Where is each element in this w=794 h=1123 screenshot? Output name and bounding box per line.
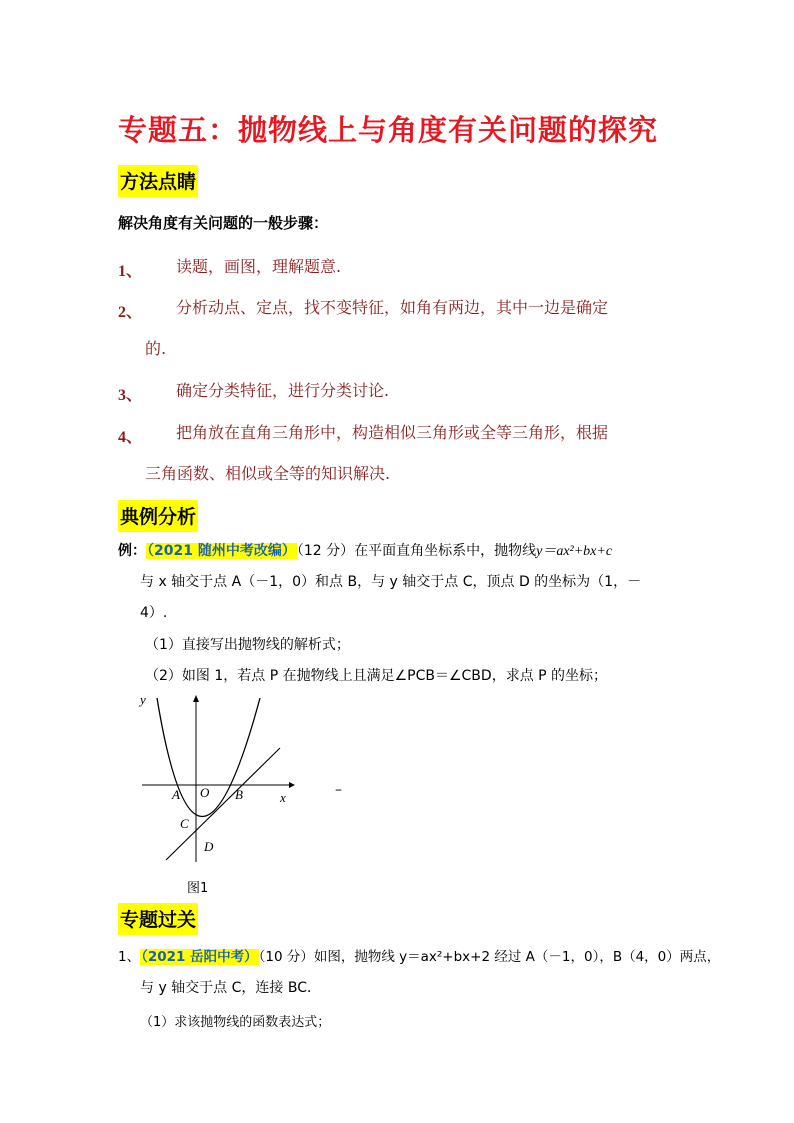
- example-question-2: （2）如图 1，若点 P 在抛物线上且满足∠PCB＝∠CBD，求点 P 的坐标；: [145, 668, 608, 684]
- step-number: 2、: [118, 304, 143, 321]
- figure-caption: 图1: [187, 881, 209, 896]
- example-source: （2021 随州中考改编）: [147, 543, 296, 559]
- y-axis-arrow: [193, 695, 199, 702]
- example-question-1: （1）直接写出抛物线的解析式；: [145, 637, 350, 653]
- example-formula: y＝ax²+bx+c: [536, 544, 613, 559]
- figure-dash: –: [335, 782, 342, 798]
- step-text: 确定分类特征，进行分类讨论.: [176, 381, 390, 400]
- practice-line-2: 与 y 轴交于点 C，连接 BC．: [140, 980, 321, 996]
- step-text: 读题，画图，理解题意.: [176, 257, 342, 276]
- step-number: 1、: [118, 263, 143, 280]
- practice-number: 1、: [118, 949, 141, 965]
- page-title: 专题五：抛物线上与角度有关问题的探究: [118, 113, 659, 147]
- example-line-1: [118, 540, 612, 560]
- practice-source: （2021 岳阳中考）: [141, 949, 258, 965]
- step-text: 的.: [145, 339, 167, 358]
- method-subheading: 解决角度有关问题的一般步骤：: [118, 214, 329, 232]
- step-number: 4、: [118, 429, 143, 446]
- example-score: （12 分）在平面直角坐标系中，抛物线: [296, 543, 537, 559]
- label-c: C: [180, 816, 189, 831]
- example-line-3: 4）.: [140, 605, 168, 621]
- step-text: 把角放在直角三角形中，构造相似三角形或全等三角形，根据: [176, 423, 609, 442]
- practice-line-1: [118, 945, 720, 965]
- figure-1-graph: [132, 690, 302, 870]
- line-through-c-b: [166, 748, 280, 860]
- example-label: 例：: [118, 543, 146, 559]
- label-d: D: [204, 839, 214, 854]
- practice-text: （10 分）如图，抛物线 y＝ax²+bx+2 经过 A（－1，0），B（4，0）两点，: [258, 949, 721, 965]
- label-a: A: [172, 787, 180, 802]
- label-y: y: [140, 692, 146, 707]
- practice-heading: 专题过关: [118, 903, 198, 935]
- example-heading: 典例分析: [118, 500, 198, 532]
- x-axis-arrow: [289, 782, 295, 788]
- label-o: O: [200, 785, 210, 800]
- example-line-2: 与 x 轴交于点 A（－1，0）和点 B，与 y 轴交于点 C，顶点 D 的坐标为（1，－: [140, 574, 642, 590]
- label-x: x: [280, 790, 286, 805]
- label-b: B: [235, 787, 243, 802]
- method-heading: 方法点睛: [118, 165, 198, 197]
- step-text: 三角函数、相似或全等的知识解决.: [145, 464, 391, 483]
- step-text: 分析动点、定点，找不变特征，如角有两边，其中一边是确定: [176, 298, 609, 317]
- step-number: 3、: [118, 387, 143, 404]
- practice-question-1: （1）求该抛物线的函数表达式；: [140, 1015, 331, 1030]
